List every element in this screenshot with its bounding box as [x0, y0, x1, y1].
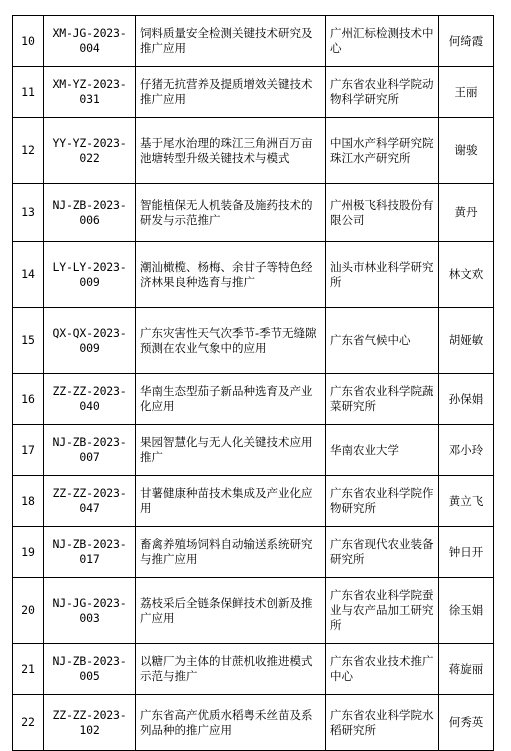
project-code: QX-QX-2023-009	[44, 308, 136, 374]
organization: 广东省现代农业装备研究所	[326, 527, 439, 578]
project-title: 华南生态型茄子新品种选育及产业化应用	[136, 374, 326, 425]
project-code: ZZ-ZZ-2023-047	[44, 476, 136, 527]
project-title: 以糖厂为主体的甘蔗机收推进模式示范与推广	[136, 644, 326, 695]
table-row	[13, 67, 494, 118]
organization: 广东省农业科学院水稻研究所	[326, 695, 439, 751]
project-code: NJ-JG-2023-003	[44, 578, 136, 644]
table-row	[13, 242, 494, 308]
organization: 汕头市林业科学研究所	[326, 242, 439, 308]
project-code: NJ-ZB-2023-006	[44, 184, 136, 242]
project-code: NJ-ZB-2023-005	[44, 644, 136, 695]
row-number: 21	[13, 644, 44, 695]
row-number: 20	[13, 578, 44, 644]
table-row	[13, 527, 494, 578]
person-name: 徐玉娟	[439, 578, 494, 644]
project-code: NJ-ZB-2023-007	[44, 425, 136, 476]
row-number: 10	[13, 16, 44, 67]
row-number: 11	[13, 67, 44, 118]
project-table	[12, 15, 494, 751]
person-name: 胡娅敏	[439, 308, 494, 374]
row-number: 15	[13, 308, 44, 374]
organization: 华南农业大学	[326, 425, 439, 476]
table-row	[13, 184, 494, 242]
project-code: YY-YZ-2023-022	[44, 118, 136, 184]
project-title: 荔枝采后全链条保鲜技术创新及推广应用	[136, 578, 326, 644]
organization: 广东省农业科学院蚕业与农产品加工研究所	[326, 578, 439, 644]
organization: 中国水产科学研究院珠江水产研究所	[326, 118, 439, 184]
row-number: 22	[13, 695, 44, 751]
project-title: 广东省高产优质水稻粤禾丝苗及系列品种的推广应用	[136, 695, 326, 751]
project-code: XM-YZ-2023-031	[44, 67, 136, 118]
organization: 广东省农业科学院蔬菜研究所	[326, 374, 439, 425]
organization: 广东省农业技术推广中心	[326, 644, 439, 695]
person-name: 孙保娟	[439, 374, 494, 425]
person-name: 林文欢	[439, 242, 494, 308]
project-title: 畜禽养殖场饲料自动输送系统研究与推广应用	[136, 527, 326, 578]
person-name: 邓小玲	[439, 425, 494, 476]
table-row	[13, 644, 494, 695]
person-name: 何秀英	[439, 695, 494, 751]
table-row	[13, 476, 494, 527]
organization: 广东省农业科学院作物研究所	[326, 476, 439, 527]
table-row	[13, 578, 494, 644]
row-number: 14	[13, 242, 44, 308]
row-number: 13	[13, 184, 44, 242]
row-number: 19	[13, 527, 44, 578]
organization: 广州汇标检测技术中心	[326, 16, 439, 67]
project-title: 潮汕橄榄、杨梅、余甘子等特色经济林果良种选育与推广	[136, 242, 326, 308]
table-row	[13, 16, 494, 67]
project-code: ZZ-ZZ-2023-102	[44, 695, 136, 751]
table-row	[13, 374, 494, 425]
row-number: 18	[13, 476, 44, 527]
person-name: 王丽	[439, 67, 494, 118]
project-title: 饲料质量安全检测关键技术研究及推广应用	[136, 16, 326, 67]
project-code: ZZ-ZZ-2023-040	[44, 374, 136, 425]
person-name: 钟日开	[439, 527, 494, 578]
project-title: 广东灾害性天气次季节-季节无缝隙预测在农业气象中的应用	[136, 308, 326, 374]
project-title: 智能植保无人机装备及施药技术的研发与示范推广	[136, 184, 326, 242]
project-table-body	[13, 16, 494, 751]
project-code: LY-LY-2023-009	[44, 242, 136, 308]
person-name: 黄立飞	[439, 476, 494, 527]
table-row	[13, 118, 494, 184]
person-name: 谢骏	[439, 118, 494, 184]
project-title: 仔猪无抗营养及提质增效关键技术推广应用	[136, 67, 326, 118]
project-code: NJ-ZB-2023-017	[44, 527, 136, 578]
table-row	[13, 425, 494, 476]
person-name: 蒋旋丽	[439, 644, 494, 695]
table-row	[13, 695, 494, 751]
organization: 广州极飞科技股份有限公司	[326, 184, 439, 242]
row-number: 12	[13, 118, 44, 184]
table-row	[13, 308, 494, 374]
project-code: XM-JG-2023-004	[44, 16, 136, 67]
organization: 广东省农业科学院动物科学研究所	[326, 67, 439, 118]
row-number: 17	[13, 425, 44, 476]
person-name: 黄丹	[439, 184, 494, 242]
project-title: 基于尾水治理的珠江三角洲百万亩池塘转型升级关键技术与模式	[136, 118, 326, 184]
row-number: 16	[13, 374, 44, 425]
organization: 广东省气候中心	[326, 308, 439, 374]
project-title: 果园智慧化与无人化关键技术应用推广	[136, 425, 326, 476]
project-title: 甘薯健康种苗技术集成及产业化应用	[136, 476, 326, 527]
person-name: 何绮霞	[439, 16, 494, 67]
